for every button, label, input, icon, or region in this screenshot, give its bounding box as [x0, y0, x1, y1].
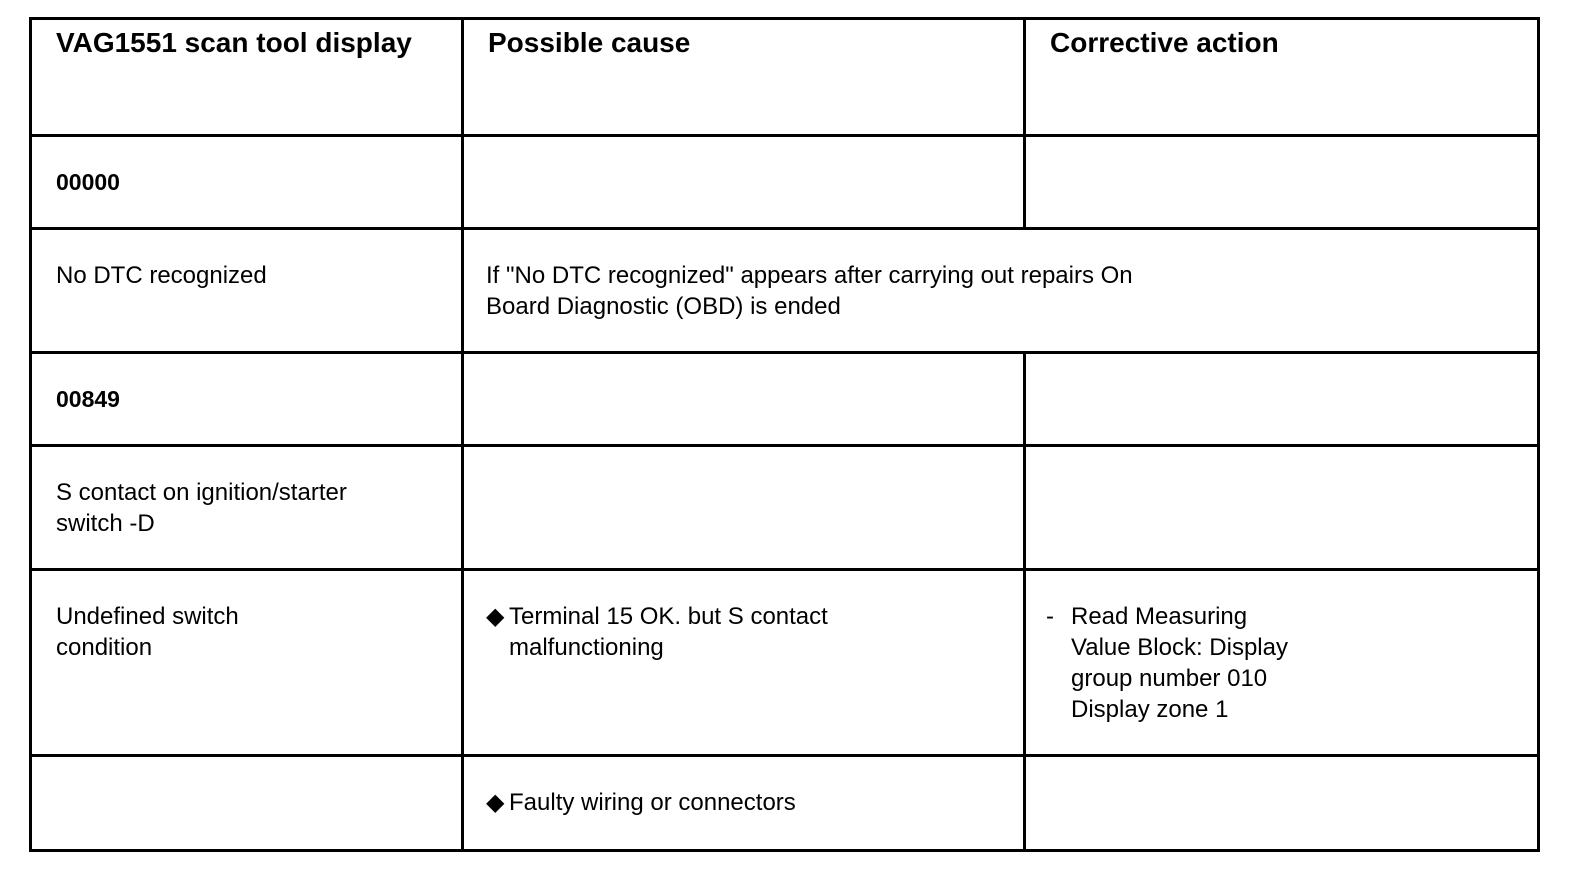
header-cell-action: [1025, 19, 1539, 136]
header-cause: Possible cause: [488, 27, 691, 58]
display-cell: [31, 446, 463, 570]
no-dtc-note: If "No DTC recognized" appears after carrying out repairs On Board Diagnostic (OBD) is ended: [486, 262, 1133, 320]
dash-bullet: -: [1046, 603, 1054, 630]
dtc-code: 00849: [56, 386, 120, 412]
action-cell: [1025, 756, 1539, 851]
cause-cell: [463, 446, 1025, 570]
display-cell: [31, 353, 463, 446]
diagnostic-table: [29, 17, 1540, 852]
dtc-code: 00000: [56, 169, 120, 195]
dtc-description: No DTC recognized: [56, 262, 267, 289]
action-cell: [1025, 570, 1539, 756]
header-action: Corrective action: [1050, 27, 1279, 58]
display-cell: [31, 136, 463, 229]
header-cell-display: [31, 19, 463, 136]
table-row: [31, 446, 1539, 570]
table-row: [31, 229, 1539, 353]
cause-text: Faulty wiring or connectors: [509, 789, 796, 816]
merged-note-cell: [463, 229, 1539, 353]
cause-text: Terminal 15 OK. but S contact malfunctioning: [509, 603, 828, 661]
cause-list-item: [464, 571, 866, 663]
cause-list-item: [464, 757, 1023, 818]
action-text: Read Measuring Value Block: Display group number 010 Display zone 1: [1071, 603, 1288, 723]
table-row: [31, 136, 1539, 229]
action-cell: [1025, 446, 1539, 570]
table-row: [31, 756, 1539, 851]
diamond-bullet-icon: ◆: [486, 789, 505, 816]
header-cell-cause: [463, 19, 1025, 136]
dtc-condition: Undefined switch condition: [56, 603, 239, 661]
cause-cell: [463, 136, 1025, 229]
action-cell: [1025, 136, 1539, 229]
table-row: [31, 570, 1539, 756]
diamond-bullet-icon: ◆: [486, 603, 505, 630]
cause-cell: [463, 570, 1025, 756]
display-cell: [31, 570, 463, 756]
cause-cell: [463, 353, 1025, 446]
action-list-item: [1026, 571, 1537, 725]
table-header-row: [31, 19, 1539, 136]
display-cell: [31, 756, 463, 851]
display-cell: [31, 229, 463, 353]
table-row: [31, 353, 1539, 446]
action-cell: [1025, 353, 1539, 446]
cause-cell: [463, 756, 1025, 851]
dtc-description: S contact on ignition/starter switch -D: [56, 479, 347, 537]
header-display: VAG1551 scan tool display: [56, 27, 412, 58]
